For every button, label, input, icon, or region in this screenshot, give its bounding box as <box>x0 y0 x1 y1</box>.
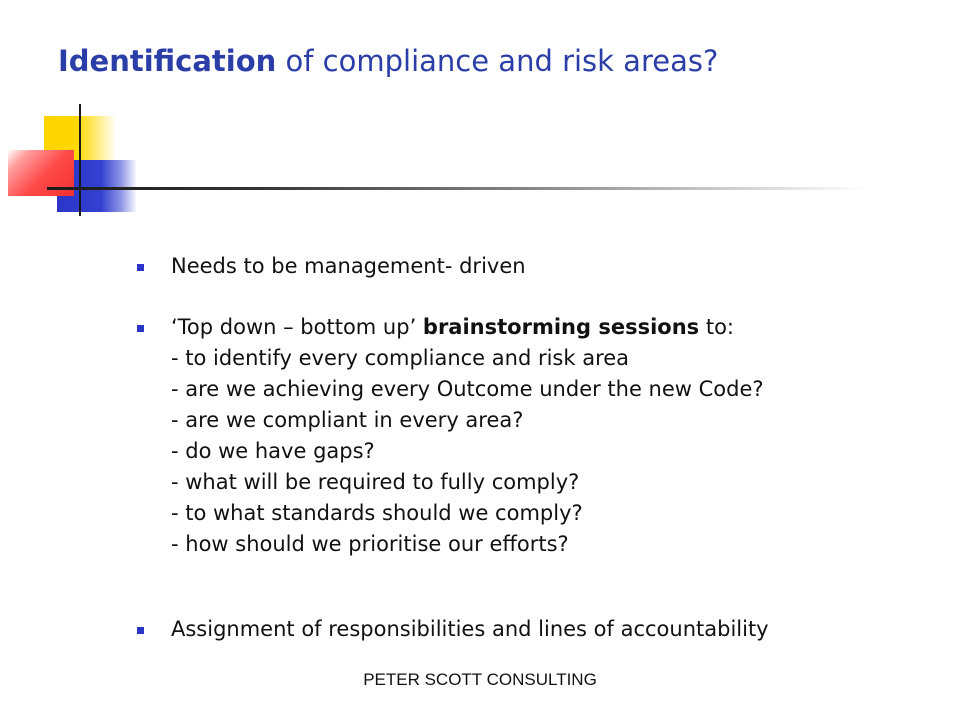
sub-item: - do we have gaps? <box>171 439 375 463</box>
bullet-1-text: Needs to be management- driven <box>171 254 526 278</box>
bullet-2-post: to: <box>699 315 734 339</box>
sub-item: - what will be required to fully comply? <box>171 470 580 494</box>
bullet-3-text: Assignment of responsibilities and lines of accountability <box>171 617 769 641</box>
bullet-marker <box>137 627 144 634</box>
bullet-2-text <box>171 312 734 342</box>
slide-title-rest: of compliance and risk areas? <box>276 44 719 78</box>
sub-item: - are we compliant in every area? <box>171 408 524 432</box>
bullet-marker <box>137 264 144 271</box>
footer-text: PETER SCOTT CONSULTING <box>363 670 597 689</box>
sub-item: - how should we prioritise our efforts? <box>171 532 569 556</box>
slide-title-bold: Identification <box>58 44 277 78</box>
bullet-2-bold: brainstorming sessions <box>422 315 700 339</box>
sub-item: - are we achieving every Outcome under the new Code? <box>171 377 764 401</box>
bullet-2-pre: ‘Top down – bottom up’ <box>171 315 423 339</box>
sub-item: - to what standards should we comply? <box>171 501 583 525</box>
sub-item: - to identify every compliance and risk area <box>171 346 630 370</box>
bullet-marker <box>137 325 144 332</box>
